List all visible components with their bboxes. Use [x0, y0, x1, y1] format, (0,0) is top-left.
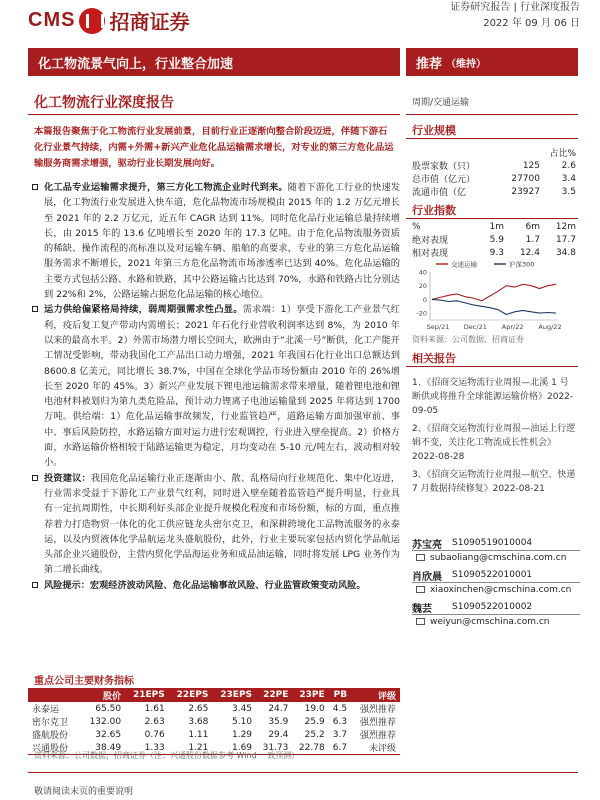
table-cell: 0.76	[144, 729, 165, 740]
scale-pct: 3.4	[561, 173, 576, 184]
reports-title: 相关报告	[412, 352, 456, 365]
rating-cell: 强烈推荐	[359, 731, 396, 741]
table-cell: 24.7	[268, 703, 289, 714]
table-cell: 3.7	[332, 729, 348, 740]
logo-cms-text: CMS	[28, 9, 76, 31]
bullet-square-icon	[32, 475, 38, 481]
fin-header: 23PE	[292, 688, 328, 702]
analyst-card	[412, 568, 580, 596]
company-name: 兴通股份	[28, 741, 82, 755]
rating-cell: 未评级	[351, 741, 400, 755]
table-cell: 35.9	[268, 716, 289, 727]
fin-header: 评级	[351, 688, 400, 702]
company-name: 盛航股份	[32, 731, 69, 741]
table-cell: 65.50	[95, 703, 122, 714]
scale-row	[412, 172, 576, 185]
logo-emblem-icon	[79, 8, 105, 34]
scale-pct: 2.6	[561, 160, 576, 171]
series-line	[432, 299, 556, 314]
table-cell: 29.4	[268, 729, 289, 740]
report-link[interactable]: 2、《招商交运物流行业周报—油运上行逻辑不变，关注化工物流成长性机会》2022-08-28	[412, 424, 576, 462]
table-cell: 4.5	[332, 703, 348, 714]
table-cell: 25.9	[304, 716, 325, 727]
paragraph-lead: 运力供给偏紧格局持续，弱周期强需求性凸显。	[44, 304, 243, 316]
y-tick-label: 20	[418, 282, 427, 291]
divider	[406, 138, 578, 139]
brand-logo	[28, 6, 189, 35]
table-cell: 3.68	[188, 716, 209, 727]
series-line	[432, 284, 556, 301]
analyst-email[interactable]: weiyun@cmschina.com.cn	[430, 616, 550, 627]
analyst-card	[412, 536, 580, 564]
report-type: 证券研究报告 | 行业深度报告	[450, 2, 580, 13]
fin-source: 资料来源：公司数据，招商证券（注：兴通股份数据参考 Wind 一致预测）	[34, 751, 300, 760]
summary-paragraph: 本篇报告聚焦于化工物流行业发展前景，目前行业正逐渐向整合阶段迈进，伴随下游石化行业景气持续，内需+外需+新兴产业危化品运输需求增长，对专业的第三方危化品运输服务商需求增强，驱动行业长期发展向好。	[34, 126, 394, 169]
fin-header: 22EPS	[169, 688, 213, 702]
table-cell: 1.61	[144, 703, 165, 714]
mail-icon	[416, 554, 425, 561]
perf-value: 9.3	[489, 247, 504, 258]
perf-header: 1m	[489, 221, 504, 232]
table-cell: 22.78	[292, 741, 328, 755]
perf-header-row	[412, 220, 576, 233]
perf-header: %	[412, 221, 421, 232]
analyst-email[interactable]: xiaoxinchen@cmschina.com.cn	[430, 584, 572, 595]
x-tick-label: Aug/22	[538, 323, 562, 331]
scale-value: 23927	[511, 186, 540, 197]
perf-table	[412, 220, 576, 259]
table-cell: 38.49	[82, 741, 125, 755]
scale-label: 流通市值（亿	[412, 188, 467, 198]
scale-title: 行业规模	[412, 124, 456, 137]
table-cell: 32.65	[95, 729, 122, 740]
paragraph-text: 我国危化品运输行业正逐渐由小、散、乱格局向行业规范化、集中化迈进，行业需求受益于下游化工产业景气红利，同时进入壁垒随着监管趋严提升明显，行业具有一定抗周期性，中长期利好头部企业提升规模化程度和市场份额，标的方面，重点推荐着力打造物贸一体化的化工供应链龙头密尔克卫，和深耕跨境化工品物流服务的永泰运，以及内贸液体化学品航运龙头盛航股份，此外，行业主要玩家包括内贸化学品航运头部企业兴通股份，主营内贸化学品海运业务和成品油运输，同时将发展 LPG 业务作为第二增长曲线。	[44, 472, 401, 576]
divider	[28, 772, 578, 773]
legend-label: 沪深300	[509, 260, 535, 269]
bullet-square-icon	[32, 306, 38, 312]
scale-header-row	[412, 146, 576, 159]
paragraph-lead: 化工品专业运输需求提升，第三方化工物流企业时代到来。	[44, 182, 288, 193]
divider	[406, 114, 578, 115]
perf-value: 17.7	[555, 234, 576, 245]
scale-row	[412, 185, 576, 198]
report-meta	[450, 0, 580, 32]
report-date: 2022 年 09 月 06 日	[483, 18, 580, 29]
company-name: 永泰运	[32, 705, 60, 715]
table-cell: 1.21	[169, 741, 213, 755]
table-cell: 1.11	[188, 729, 209, 740]
table-cell: 2.65	[188, 703, 209, 714]
perf-header: 6m	[525, 221, 540, 232]
footer-note: 敬请阅读末页的重要说明	[34, 787, 134, 797]
bullet-square-icon	[32, 582, 38, 588]
x-tick-label: Apr/22	[501, 323, 524, 331]
fin-header: 21EPS	[125, 688, 169, 702]
table-cell: 132.00	[89, 716, 122, 727]
analyst-cert: S1090519010004	[452, 538, 533, 548]
fin-header: 22PE	[256, 688, 292, 702]
scale-label: 股票家数（只）	[412, 162, 476, 172]
perf-header: 12m	[555, 221, 576, 232]
scale-label: 总市值（亿元）	[412, 175, 476, 185]
table-cell: 6.7	[329, 741, 351, 755]
perf-title: 行业指数	[412, 204, 456, 217]
perf-label: 相对表现	[412, 249, 449, 259]
x-tick-label: Sep/21	[426, 323, 450, 331]
paragraph-lead: 投资建议：	[44, 472, 91, 484]
table-row	[28, 715, 400, 728]
perf-value: 5.9	[489, 234, 504, 245]
report-subtitle: 化工物流行业深度报告	[34, 95, 174, 111]
rating-cell: 强烈推荐	[359, 718, 396, 728]
paragraph-text: 需求端：1）享受下游化工产业景气红利，疫后复工复产带动内需增长；2021 年石化行业营收利润率达到 8%，为 2010 年以来的最高水平。2）外需市场潜力增长空间大，欧洲由于“北溪一号”断供，化工产能开工情况受影响，带动我国化工产品出口动力增强，2021 年我国石化行业出口总额达到 8600.8 亿美元，同比增长 38.7%，中国在全球化学品市场份额由 2010 年的 26%增长至 2020 年的 45%。3）新兴产业发展下锂电池运输需求带来增量，随着锂电池和锂电池材料被划归为第九类危险品，预计动力锂离子电池运输量到 2025 年将达到 1700 万吨。供给端：1）危化品运输事故频发，行业监管趋严，道路运输方面加强审前、事中、事后风险防控，水路运输方面对运力进行宏观调控，行业进入壁垒提高。2）价格方面，水路运输价格相较于陆路运输更为稳定，月均变动在 5-10 元/吨左右，波动相对较小。	[44, 304, 400, 469]
table-cell: 1.33	[125, 741, 169, 755]
index-line-chart	[406, 258, 578, 334]
body-paragraph	[28, 578, 400, 593]
table-row	[28, 728, 400, 741]
scale-pct: 3.5	[561, 186, 576, 197]
fin-header: PB	[329, 688, 351, 702]
analyst-cert: S1090522010001	[452, 570, 533, 580]
fin-header: 股价	[82, 688, 125, 702]
scale-row	[412, 159, 576, 172]
perf-row	[412, 233, 576, 246]
table-cell: 25.2	[304, 729, 325, 740]
perf-value: 12.4	[519, 247, 540, 258]
analyst-list	[412, 536, 580, 632]
table-cell: 31.73	[256, 741, 292, 755]
analyst-card	[412, 600, 580, 628]
bullet-square-icon	[32, 184, 38, 190]
body-paragraph	[28, 180, 400, 302]
scale-col-header: 占比%	[549, 149, 576, 159]
fin-header	[28, 688, 82, 702]
body-paragraph	[28, 471, 400, 578]
paragraph-text: 随着下游化工行业的快速发展，化工物流行业发展进入快车道，危化品物流市场规模由 2015 年的 1.2 万亿元增长至 2021 年的 2.2 万亿元，近五年 CAGR 达到 11%。同时危化品行业运输总量持续增长，由 2015 年的 13.6 亿吨增长至 2020 年的 17.3 亿吨。由于危化品物流服务资质的稀缺、操作流程的高标准以及对运输车辆、船舶的高要求，专业的第三方危化品运输服务需求不断增长，2021 年第三方危化品物流市场渗透率已达到 40%。危化品运输的主要方式包括公路、水路和铁路，其中公路运输占比达到 70%，水路和铁路占比分别达到 22%和 2%，公路运输占据危化品运输的核心地位。	[44, 182, 401, 301]
report-link[interactable]: 1、《招商交运物流行业周报—北溪 1 号断供或将推升全球能源运输价格》2022-09-05	[412, 378, 574, 416]
fin-header: 23EPS	[212, 688, 256, 702]
body-paragraph	[28, 302, 400, 470]
y-tick-label: 40	[418, 268, 427, 277]
scale-table	[412, 146, 576, 198]
perf-value: 34.8	[555, 247, 576, 258]
fin-table-title: 重点公司主要财务指标	[34, 676, 134, 687]
scale-value: 27700	[511, 173, 540, 184]
financial-table	[28, 688, 400, 755]
table-cell: 6.3	[332, 716, 348, 727]
fin-header-row	[28, 688, 400, 702]
divider	[406, 366, 578, 367]
company-name: 密尔克卫	[32, 718, 69, 728]
legend-label: 交通运输	[451, 260, 477, 269]
analyst-cert: S1090522010002	[452, 602, 533, 612]
rating-cell: 强烈推荐	[359, 705, 396, 715]
y-tick-label: -20	[416, 309, 427, 318]
table-cell: 1.29	[231, 729, 253, 740]
rating-banner	[406, 48, 578, 76]
table-cell: 1.69	[212, 741, 256, 755]
analyst-name: 肖欣晨	[412, 571, 442, 583]
logo-cn-text: 招商证券	[109, 10, 190, 34]
report-link[interactable]: 3、《招商交运物流行业周报—航空、快递 7 月数据持续修复》2022-08-21	[412, 470, 576, 494]
table-cell: 2.63	[144, 716, 165, 727]
related-reports	[412, 376, 576, 500]
analyst-email[interactable]: subaoliang@cmschina.com.cn	[430, 552, 567, 563]
y-tick-label: 0	[422, 295, 427, 304]
industry-label: 周期/交通运输	[412, 98, 470, 108]
x-tick-label: Dec/21	[463, 323, 487, 331]
mail-icon	[416, 618, 425, 625]
mail-icon	[416, 586, 425, 593]
perf-label: 绝对表现	[412, 236, 449, 246]
rating-label: 推荐	[416, 56, 443, 72]
table-cell: 3.45	[231, 703, 253, 714]
analyst-name: 苏宝亮	[412, 539, 442, 551]
perf-value: 1.7	[525, 234, 540, 245]
paragraph-lead: 风险提示：宏观经济波动风险、危化品运输事故风险、行业监管政策变动风险。	[44, 579, 366, 591]
body-column	[28, 180, 400, 593]
rating-sub: （维持）	[446, 58, 487, 70]
scale-value: 125	[522, 160, 540, 171]
report-title: 化工物流景气向上，行业整合加速	[28, 48, 400, 76]
divider	[28, 114, 400, 115]
table-cell: 5.10	[231, 716, 253, 727]
analyst-name: 魏芸	[412, 603, 432, 615]
table-cell: 19.0	[304, 703, 325, 714]
divider	[406, 218, 578, 219]
table-row	[28, 702, 400, 715]
chart-source: 资料来源：公司数据、招商证券	[412, 335, 524, 344]
